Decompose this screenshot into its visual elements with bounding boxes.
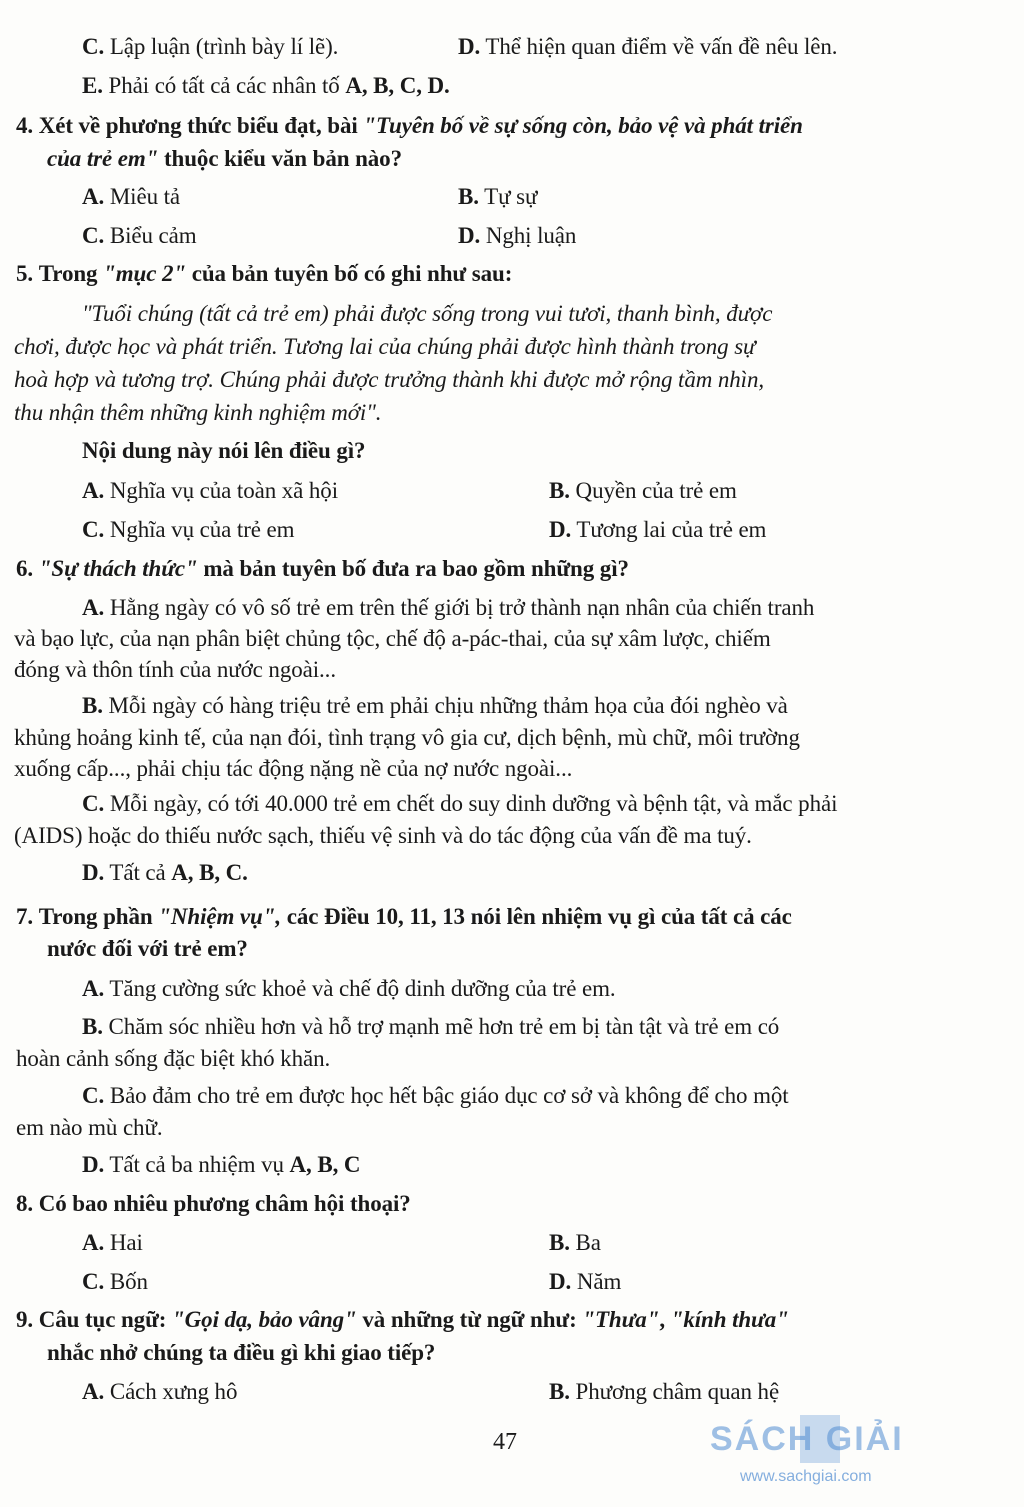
q6-option-b-line-1: B. Mỗi ngày có hàng triệu trẻ em phải chịu những thảm họa của đói nghèo và	[82, 693, 788, 718]
page-number: 47	[493, 1429, 517, 1455]
q5-quote-line-3: hoà hợp và tương trợ. Chúng phải được trưởng thành khi được mở rộng tầm nhìn,	[14, 367, 765, 392]
q8-option-b: B. Ba	[549, 1230, 601, 1255]
q4-question: 4. Xét về phương thức biểu đạt, bài "Tuyên bố về sự sống còn, bảo vệ và phát triển	[16, 113, 803, 138]
q6-option-d: D. Tất cả A, B, C.	[82, 860, 248, 885]
q9-question-line2: nhắc nhở chúng ta điều gì khi giao tiếp?	[47, 1340, 436, 1365]
q7-question-line2: nước đối với trẻ em?	[47, 936, 248, 961]
q7-option-a: A. Tăng cường sức khoẻ và chế độ dinh dưỡng của trẻ em.	[82, 976, 616, 1001]
q4-option-c: C. Biểu cảm	[82, 223, 197, 248]
q7-option-c-line-1: C. Bảo đảm cho trẻ em được học hết bậc giáo dục cơ sở và không để cho một	[82, 1083, 789, 1108]
q3-option-c: C. Lập luận (trình bày lí lẽ).	[82, 34, 339, 59]
q4-option-b: B. Tự sự	[458, 184, 538, 209]
q7-option-d: D. Tất cả ba nhiệm vụ A, B, C	[82, 1152, 361, 1177]
q9-option-b: B. Phương châm quan hệ	[549, 1379, 780, 1404]
watermark-url: www.sachgiai.com	[740, 1468, 872, 1485]
q6-option-c-line-2: (AIDS) hoặc do thiếu nước sạch, thiếu vệ sinh và do tác động của vấn đề ma tuý.	[14, 823, 752, 848]
q9-question: 9. Câu tục ngữ: "Gọi dạ, bảo vâng" và những từ ngữ như: "Thưa", "kính thưa"	[16, 1307, 789, 1332]
q8-option-c: C. Bốn	[82, 1269, 148, 1294]
q7-option-c-line-2: em nào mù chữ.	[16, 1115, 163, 1140]
q5-option-b: B. Quyền của trẻ em	[549, 478, 737, 503]
q7-question: 7. Trong phần "Nhiệm vụ", các Điều 10, 11, 13 nói lên nhiệm vụ gì của tất cả các	[16, 904, 792, 929]
q4-option-d: D. Nghị luận	[458, 223, 577, 248]
q5-quote-line-2: chơi, được học và phát triển. Tương lai của chúng phải được hình thành trong sự	[14, 334, 756, 359]
q5-quote-line-4: thu nhận thêm những kinh nghiệm mới".	[14, 400, 382, 425]
watermark-brand: SÁCH GIẢI	[710, 1420, 904, 1458]
q8-question: 8. Có bao nhiêu phương châm hội thoại?	[16, 1191, 411, 1216]
q5-sub-question: Nội dung này nói lên điều gì?	[82, 438, 366, 463]
q9-option-a: A. Cách xưng hô	[82, 1379, 238, 1404]
q4-option-a: A. Miêu tả	[82, 184, 181, 209]
q5-option-a: A. Nghĩa vụ của toàn xã hội	[82, 478, 338, 503]
q7-option-b-line-2: hoàn cảnh sống đặc biệt khó khăn.	[16, 1046, 331, 1071]
q6-option-a-line-3: đóng và thôn tính của nước ngoài...	[14, 657, 336, 682]
q6-option-b-line-2: khủng hoảng kinh tế, của nạn đói, tình trạng vô gia cư, dịch bệnh, mù chữ, môi trường	[14, 725, 800, 750]
q6-question: 6. "Sự thách thức" mà bản tuyên bố đưa ra bao gồm những gì?	[16, 556, 629, 581]
q5-option-d: D. Tương lai của trẻ em	[549, 517, 767, 542]
q6-option-c-line-1: C. Mỗi ngày, có tới 40.000 trẻ em chết do suy dinh dưỡng và bệnh tật, và mắc phải	[82, 791, 838, 816]
watermark-box-shape	[800, 1415, 840, 1463]
q3-option-d: D. Thể hiện quan điểm về vấn đề nêu lên.	[458, 34, 838, 59]
q6-option-a-line-2: và bạo lực, của nạn phân biệt chủng tộc, chế độ a-pác-thai, của sự xâm lược, chiếm	[14, 626, 771, 651]
q6-option-a-line-1: A. Hằng ngày có vô số trẻ em trên thế giới bị trở thành nạn nhân của chiến tranh	[82, 595, 815, 620]
q5-quote-line-1: "Tuổi chúng (tất cả trẻ em) phải được sống trong vui tươi, thanh bình, được	[82, 301, 773, 326]
q7-option-b-line-1: B. Chăm sóc nhiều hơn và hỗ trợ mạnh mẽ hơn trẻ em bị tàn tật và trẻ em có	[82, 1014, 780, 1039]
q5-question: 5. Trong "mục 2" của bản tuyên bố có ghi như sau:	[16, 261, 513, 286]
q8-option-d: D. Năm	[549, 1269, 622, 1294]
q3-option-e: E. Phải có tất cả các nhân tố A, B, C, D.	[82, 73, 450, 98]
q5-option-c: C. Nghĩa vụ của trẻ em	[82, 517, 295, 542]
q8-option-a: A. Hai	[82, 1230, 143, 1255]
q6-option-b-line-3: xuống cấp..., phải chịu tác động nặng nề của nợ nước ngoài...	[14, 756, 573, 781]
q4-question-line2: của trẻ em" thuộc kiểu văn bản nào?	[47, 146, 402, 171]
watermark-logo	[700, 1415, 960, 1495]
